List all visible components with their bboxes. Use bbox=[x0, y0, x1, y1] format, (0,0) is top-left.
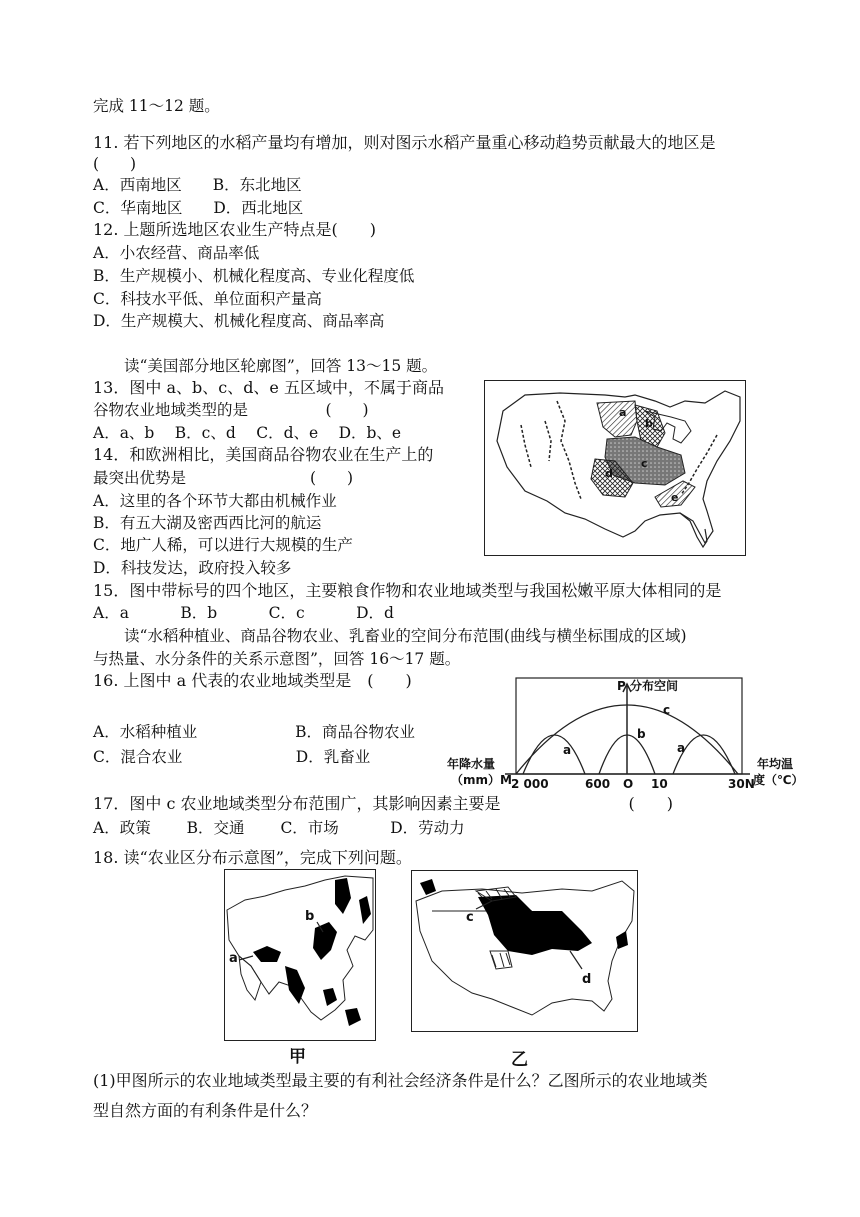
usa-map-figure bbox=[484, 380, 746, 556]
series-label-a-left: a bbox=[563, 743, 572, 757]
option-line: C．地广人稀，可以进行大规模的生产 bbox=[93, 536, 353, 554]
x-axis-label-left bbox=[447, 756, 512, 787]
region-label-c: c bbox=[641, 457, 648, 470]
usa-map bbox=[485, 381, 745, 555]
question-17: 17．图中 c 农业地域类型分布范围广，其影响因素主要是 ( ) bbox=[93, 794, 673, 813]
text-line: 完成 11～12 题。 bbox=[93, 97, 220, 115]
patch bbox=[420, 879, 436, 895]
y-axis-label: P 分布空间 bbox=[617, 679, 678, 693]
patch bbox=[616, 931, 628, 949]
option-line: B．生产规模小、机械化程度高、专业化程度低 bbox=[93, 267, 415, 285]
caption-jia: 甲 bbox=[289, 1047, 306, 1067]
map-yi bbox=[412, 871, 637, 1031]
option-line: C．华南地区 D．西北地区 bbox=[93, 199, 304, 217]
map-jia-figure bbox=[224, 869, 376, 1041]
instruction-line: 读“水稻种植业、商品谷物农业、乳畜业的空间分布范围(曲线与横坐标围成的区域) bbox=[93, 627, 687, 645]
series-a-left-curve bbox=[523, 735, 585, 774]
arrow-d bbox=[570, 951, 582, 969]
series-label-a-right: a bbox=[677, 741, 686, 755]
region-a bbox=[597, 401, 637, 437]
question-15: 15．图中带标号的四个地区，主要粮食作物和农业地域类型与我国松嫩平原大体相同的是 bbox=[93, 581, 722, 600]
india-peninsula bbox=[239, 956, 261, 1000]
option-line: D．科技发达，政府投入较多 bbox=[93, 559, 292, 577]
x-axis-label-right-line2: 度（℃） bbox=[753, 773, 804, 787]
x-tick-label: O bbox=[623, 777, 634, 791]
region-label-b: b bbox=[645, 417, 653, 430]
option-line: C．混合农业 D．乳畜业 bbox=[93, 748, 371, 766]
x-tick-label: 2 000 bbox=[511, 777, 549, 791]
series-label-c: c bbox=[663, 703, 671, 717]
option-line: C．科技水平低、单位面积产量高 bbox=[93, 290, 322, 308]
map-yi-figure bbox=[411, 870, 638, 1032]
rice-zone-north bbox=[335, 878, 351, 914]
question-11: 11. 若下列地区的水稻产量均有增加，则对图示水稻产量重心移动趋势贡献最大的地区是 bbox=[93, 133, 716, 152]
question-13: 13．图中 a、b、c、d、e 五区域中，不属于商品 bbox=[93, 378, 444, 397]
option-line: A．政策 B．交通 C．市场 D．劳动力 bbox=[93, 819, 465, 837]
florida-outline bbox=[680, 513, 707, 547]
region-label-e: e bbox=[671, 491, 679, 504]
region-label-d: d bbox=[605, 467, 613, 480]
x-tick-label: 10 bbox=[651, 777, 668, 791]
question-14: 14．和欧洲相比，美国商品谷物农业在生产上的 bbox=[93, 445, 434, 464]
rocky-mountains bbox=[521, 401, 581, 499]
jia-label-b: b bbox=[305, 909, 315, 924]
instruction-line: 读“美国部分地区轮廓图”，回答 13～15 题。 bbox=[93, 357, 438, 375]
series-label-b: b bbox=[637, 727, 646, 741]
question-18: 18. 读“农业区分布示意图”，完成下列问题。 bbox=[93, 848, 412, 867]
x-axis-label-left-line2: （mm）M bbox=[451, 773, 512, 787]
option-line: A．西南地区 B．东北地区 bbox=[93, 176, 302, 194]
x-tick-label: 600 bbox=[585, 777, 611, 791]
option-line: A．这里的各个环节大都由机械作业 bbox=[93, 492, 337, 510]
distribution-chart bbox=[445, 676, 805, 794]
option-line: B．有五大湖及密西西比河的航运 bbox=[93, 514, 322, 532]
map-jia bbox=[225, 870, 375, 1040]
x-axis-label-right bbox=[753, 756, 804, 787]
x-tick-label: 30N bbox=[728, 777, 755, 791]
x-axis-label-left-line1: 年降水量 bbox=[447, 757, 496, 771]
distribution-chart-svg bbox=[445, 676, 805, 794]
question-18-1-cont: 型自然方面的有利条件是什么？ bbox=[93, 1101, 318, 1120]
option-line: A．a B．b C．c D．d bbox=[93, 604, 394, 622]
option-line: D．生产规模大、机械化程度高、商品率高 bbox=[93, 312, 385, 330]
option-line: A．a、b B．c、d C．d、e D．b、e bbox=[93, 424, 402, 442]
option-line: A．小农经营、商品率低 bbox=[93, 244, 260, 262]
rice-zone-islands bbox=[323, 988, 361, 1026]
question-18-1: (1)甲图所示的农业地域类型最主要的有利社会经济条件是什么？乙图所示的农业地域类 bbox=[93, 1071, 708, 1090]
question-16: 16. 上图中 a 代表的农业地域类型是 ( ) bbox=[93, 671, 412, 690]
region-label-a: a bbox=[619, 406, 627, 419]
rice-zone-ganges bbox=[253, 946, 281, 962]
wheat-belt bbox=[478, 895, 592, 955]
island-japan bbox=[359, 896, 371, 924]
x-axis-label-right-line1: 年均温 bbox=[757, 757, 794, 771]
yi-label-c: c bbox=[466, 910, 474, 925]
answer-bracket: ( ) bbox=[93, 155, 137, 173]
instruction-line: 与热量、水分条件的关系示意图”，回答 16～17 题。 bbox=[93, 650, 461, 668]
option-line: A．水稻种植业 B．商品谷物农业 bbox=[93, 723, 416, 741]
question-13-cont: 谷物农业地域类型的是 ( ) bbox=[93, 401, 369, 419]
question-12: 12. 上题所选地区农业生产特点是( ) bbox=[93, 220, 377, 239]
question-14-cont: 最突出优势是 ( ) bbox=[93, 469, 354, 487]
jia-label-a: a bbox=[229, 951, 238, 966]
caption-yi: 乙 bbox=[511, 1050, 528, 1070]
rice-zone-east bbox=[313, 922, 337, 960]
yi-label-d: d bbox=[582, 972, 592, 987]
